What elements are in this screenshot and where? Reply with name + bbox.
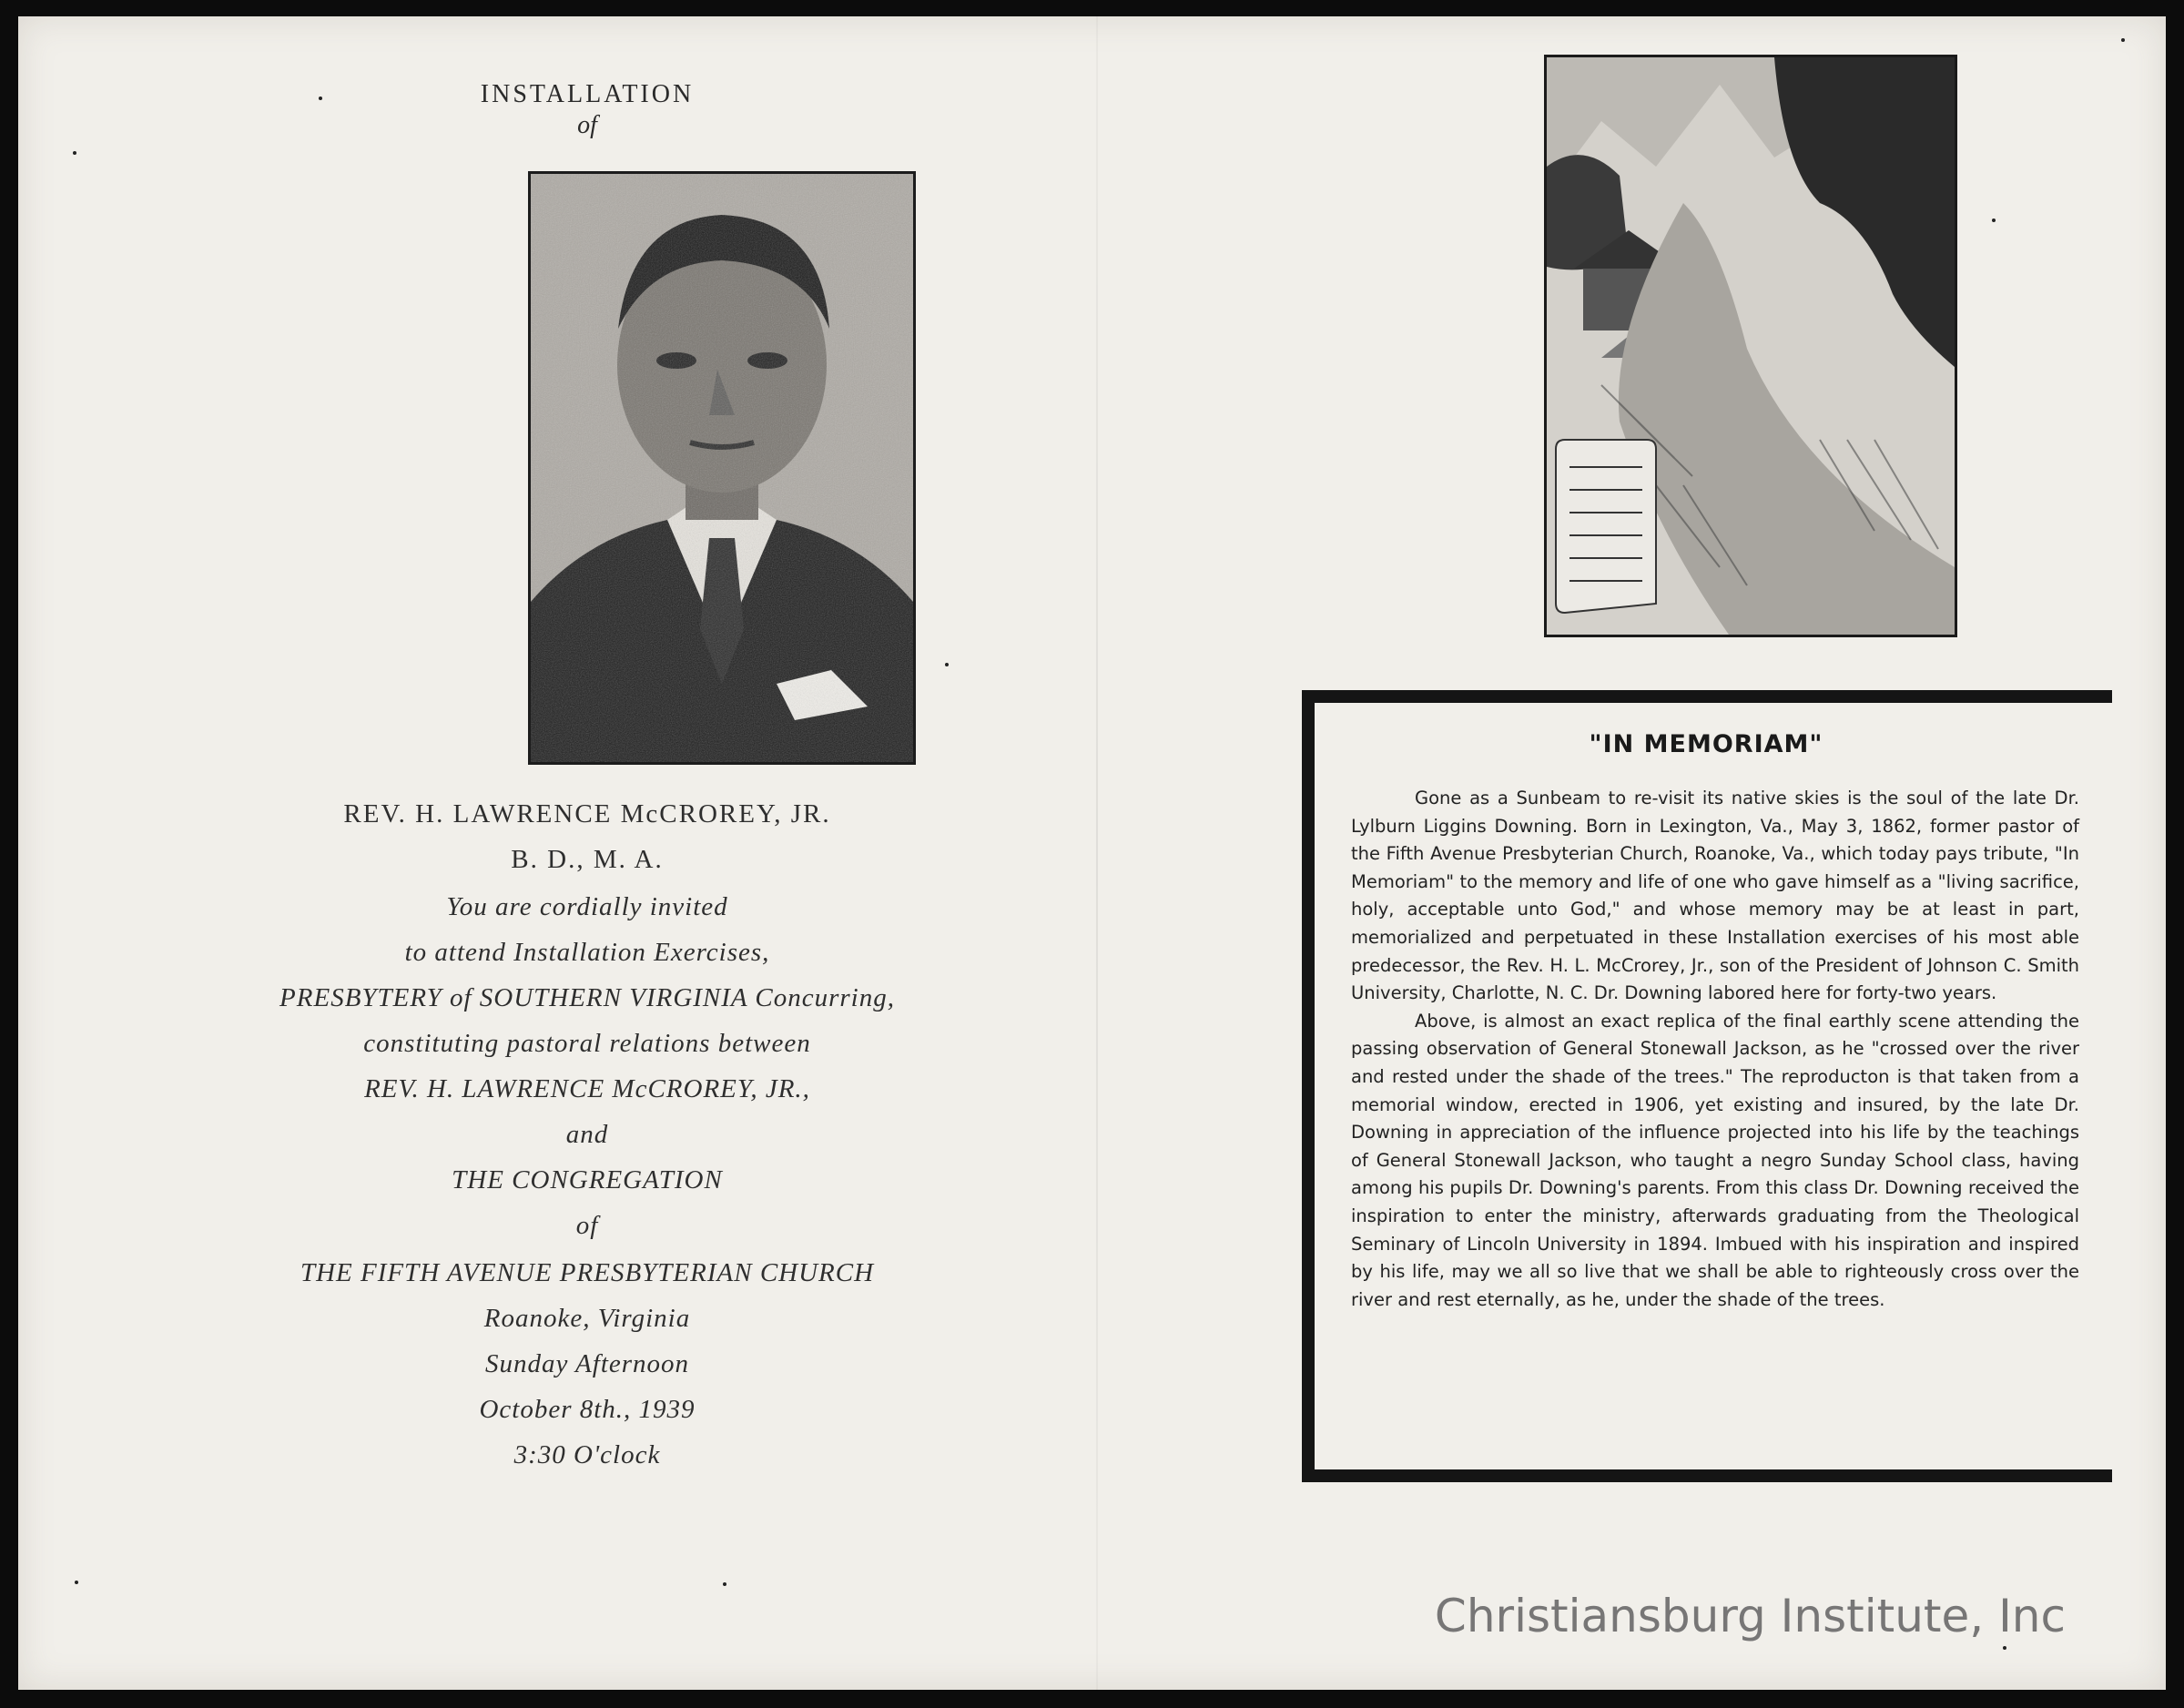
invitation-line: REV. H. LAWRENCE McCROREY, JR.: [343, 799, 831, 829]
speck: [2003, 1646, 2006, 1650]
speck: [75, 1581, 78, 1584]
speck: [73, 151, 76, 155]
speck: [1992, 219, 1996, 222]
memorial-sketch: [1544, 55, 1957, 637]
installation-heading: INSTALLATION: [480, 80, 695, 108]
speck: [723, 1582, 726, 1586]
invitation-line: and: [565, 1120, 609, 1149]
invitation-line: PRESBYTERY of SOUTHERN VIRGINIA Concurring,: [279, 983, 895, 1012]
installation-of: of: [577, 111, 597, 139]
invitation-line: October 8th., 1939: [479, 1395, 696, 1424]
invitation-line: REV. H. LAWRENCE McCROREY, JR.,: [364, 1074, 810, 1103]
center-fold: [1096, 16, 1098, 1690]
portrait-photo: [528, 171, 916, 765]
invitation-line: THE FIFTH AVENUE PRESBYTERIAN CHURCH: [300, 1258, 875, 1287]
document-sheet: [18, 16, 2166, 1690]
memoriam-paragraph-2: Above, is almost an exact replica of the final earthly scene attending the passing observation of General Stonewall Jackson, as he "crossed over the river and rested under the shade of the trees." The reproducton is that taken from a memorial window, erected in 1906, yet existing and insured, by the late Dr. Downing in appreciation of the influence projected into his life by the teachings of General Stonewall Jackson, who taught a negro Sunday School class, having among his pupils Dr. Downing's parents. From this class Dr. Downing received the inspiration to enter the ministry, afterwards graduating from the Theological Seminary of Lincoln University in 1894. Imbued with his inspiration and inspired by his life, may we all so live that we shall be able to righteously cross over the river and rest eternally, as he, under the shade of the trees.: [1351, 1010, 2079, 1310]
watermark: Christiansburg Institute, Inc: [1434, 1590, 2066, 1642]
speck: [945, 663, 949, 666]
in-memoriam-body: [1351, 785, 2079, 1314]
invitation-line: You are cordially invited: [446, 892, 728, 921]
in-memoriam-title: "IN MEMORIAM": [1589, 730, 1823, 758]
invitation-line: Sunday Afternoon: [484, 1349, 690, 1378]
invitation-line: 3:30 O'clock: [513, 1440, 661, 1469]
invitation-line: THE CONGREGATION: [452, 1165, 723, 1195]
in-memoriam-box: [1302, 690, 2112, 1482]
invitation-line: of: [575, 1211, 599, 1240]
invitation-line: B. D., M. A.: [511, 845, 664, 874]
invitation-line: constituting pastoral relations between: [363, 1029, 811, 1058]
speck: [2121, 38, 2125, 42]
invitation-line: Roanoke, Virginia: [483, 1304, 691, 1333]
memoriam-paragraph-1: Gone as a Sunbeam to re-visit its native skies is the soul of the late Dr. Lylburn Liggins Downing. Born in Lexington, Va., May 3, 1862, former pastor of the Fifth Avenue Presbyterian Church, Roanoke, Va., which today pays tribute, "In Memoriam" to the memory and life of one who gave himself as a "living sacrifice, holy, acceptable unto God," and whose memory may be at least in part, memorialized and perpetuated in these Installation exercises of his most able predecessor, the Rev. H. L. McCrorey, Jr., son of the President of Johnson C. Smith University, Charlotte, N. C. Dr. Downing labored here for forty-two years.: [1351, 788, 2079, 1004]
invitation-line: to attend Installation Exercises,: [404, 938, 770, 967]
